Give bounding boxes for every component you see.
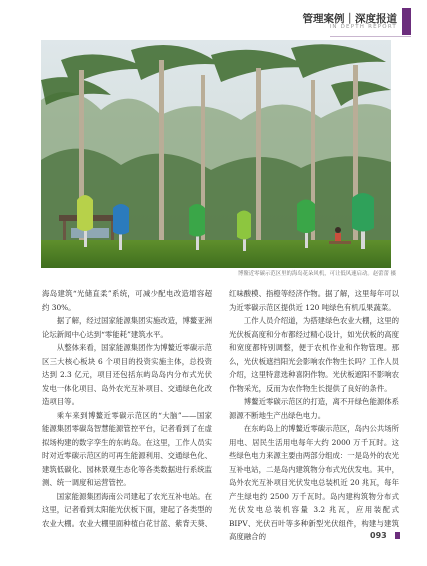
page-number-mark [395, 532, 400, 539]
paragraph: 国家能源集团海南公司建起了农光互补电站。在这里，记者看到太阳能光伏板下面，建起了各类型的农业大棚。农业大棚里面种植白花甘蓝、紫背天葵、 [42, 491, 213, 528]
section-title: 管理案例｜深度报道 [302, 13, 397, 25]
paragraph: 乘车来到博鳌近零碳示范区的“大脑”——国家能源集团零碳岛智慧能源管控平台，记者看到了在虚拟场构建的数字孪生的东屿岛。在这里，工作人员实时对近零碳示范区的可再生能源利用、交通绿色化、建筑低碳化、园林景观生态化等各类数据进行系统监测、统一调度和运营管控。 [42, 410, 212, 487]
paragraph: 海岛建筑“光储直柔”系统，可减少配电改造增容超约 30%。 [42, 289, 212, 312]
right-column [229, 287, 399, 544]
paragraph: 工作人员介绍道，为搭建绿色农业大棚，这里的光伏板高度和分布都经过精心设计，如光伏板的高度和宽度都特别调整，便于农机作业和作物管理。那么，光伏板遮挡阳光会影响农作物生长吗？工作人员介绍，这里特意选种喜阴作物。光伏板遮阳不影响农作物采光，反而为农作物生长提供了良好的条件。 [229, 316, 400, 393]
paragraph: 从整体来看，国家能源集团作为博鳌近零碳示范区三大核心板块 6 个项目的投资实施主体，总投资达到 2.3 亿元，项目还包括东屿岛岛内分布式光伏发电一体化项目、岛外农光互补项目、交通绿色化改造项目等。 [42, 343, 213, 406]
left-column [42, 287, 212, 530]
page-number: 093 [370, 531, 387, 540]
paragraph: 红味酸模、指橙等经济作物。据了解，这里每年可以为近零碳示范区提供近 120 吨绿色有机瓜果蔬菜。 [229, 289, 399, 312]
paragraph: 博鳌近零碳示范区的打造，离不开绿色能源体系源源不断地生产出绿色电力。 [229, 397, 400, 420]
paragraph: 在东屿岛上的博鳌近零碳示范区，岛内公共场所用电、居民生活用电每年大约 2000 万千瓦时。这些绿色电力来源主要由两部分组成：一是岛外的农光互补电站，二是岛内建筑物分布式光伏发电。其中，岛外农光互补项目光伏发电总装机近 20 兆瓦，每年产生绿电约 2500 万千瓦时。岛内建构筑物分布式光伏发电总装机容量 3.2 兆瓦，应用装配式 BIPV、光伏百叶等多种新型光伏组件，构建与建筑高度融合的 [229, 424, 400, 541]
accent-bar [402, 8, 411, 35]
paragraph: 据了解，经过国家能源集团实施改造，博鳌亚洲论坛新闻中心达到“零能耗”建筑水平。 [42, 316, 213, 339]
page-header [0, 0, 427, 44]
photo-caption: 博鳌近零碳示范区里的海岛花朵风机，可让低风速启动。赵蕾蕾 摄 [237, 271, 396, 277]
header-divider [330, 36, 411, 37]
feature-photo [41, 40, 391, 268]
section-subtitle: IN DEPTH REPORT [329, 24, 397, 30]
